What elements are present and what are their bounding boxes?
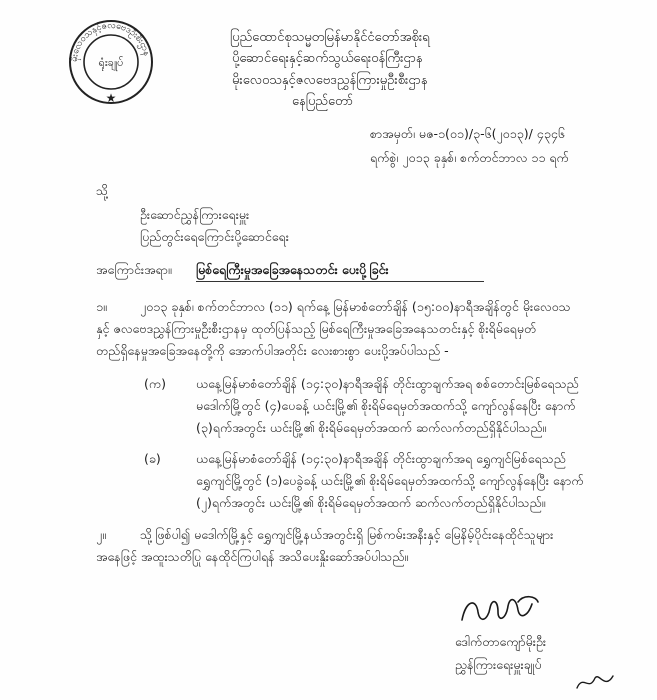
recipient-title: ဦးဆောင်ညွှန်ကြားရေးမှူး <box>140 207 250 222</box>
signature-scribble <box>458 590 542 630</box>
item-kh-line: ယနေ့မြန်မာစံတော်ချိန် (၁၄:၃၀)နာရီအချိန် တိုင်းထွာချက်အရ ရွှေကျင်မြစ်ရေသည် <box>196 451 566 466</box>
star-icon: ★ <box>105 91 117 105</box>
para1-number: ၁။ <box>96 299 107 314</box>
item-k-number: (က) <box>144 376 166 391</box>
letter-date: ရက်စွဲ၊ ၂၀၁၃ ခုနှစ်၊ စက်တင်ဘာလ ၁၁ ရက် <box>370 150 569 165</box>
to-label: သို့ <box>96 183 109 198</box>
stamp-ring-text: မိုးလေဝသနှင့်ဇလဗေဒဦးစီးဌာန <box>69 20 152 63</box>
initial-scribble <box>575 670 615 695</box>
item-k-line: ယနေ့မြန်မာစံတော်ချိန် (၁၄:၃၀)နာရီအချိန် တိုင်းထွာချက်အရ စစ်တောင်းမြစ်ရေသည် <box>196 376 579 391</box>
para1-line: နှင့် ဇလဗေဒညွှန်ကြားမှုဦးစီးဌာနမှ ထုတ်ပြန်သည့် မြစ်ရေကြီးမှုအခြေအနေသတင်းနှင့် စိုးရိမ်ရေမှတ် <box>96 321 537 336</box>
header-city: နေပြည်တော် <box>292 94 354 109</box>
header-government: ပြည်ထောင်စုသမ္မတမြန်မာနိုင်ငံတော်အစိုးရ <box>230 30 430 45</box>
signatory-title: ညွှန်ကြားရေးမှူးချုပ် <box>455 657 542 672</box>
item-k-line: (၃)ရက်အတွင်း ယင်းမြို့၏ စိုးရိမ်ရေမှတ်အထက် ဆက်လက်တည်ရှိနိုင်ပါသည်။ <box>196 420 547 435</box>
recipient-department: ပြည်တွင်းရေကြောင်းပို့ဆောင်ရေး <box>140 229 289 244</box>
para2-line: သို့ဖြစ်ပါ၍ မဒေါက်မြို့နှင့် ရွှေကျင်မြို့နယ်အတွင်းရှိ မြစ်ကမ်းအနီးနှင့် မြေနိမ့်ပိုင်းနေထိုင်သူများ <box>140 527 554 542</box>
para2-line: အနေဖြင့် အထူးသတိပြု နေထိုင်ကြပါရန် အသိပေးနှိုးဆော်အပ်ပါသည်။ <box>96 549 409 564</box>
item-kh-line: (၂)ရက်အတွင်း ယင်းမြို့၏ စိုးရိမ်ရေမှတ်အထက် ဆက်လက်တည်ရှိနိုင်ပါသည်။ <box>196 495 546 510</box>
para1-line: တည်ရှိနေမှုအခြေအနေတို့ကို အောက်ပါအတိုင်း လေးစားစွာ ပေးပို့အပ်ပါသည် - <box>96 343 449 358</box>
para2-number: ၂။ <box>96 527 106 542</box>
header-department: မိုးလေဝသနှင့်ဇလဗေဒညွှန်ကြားမှုဦးစီးဌာန <box>232 73 428 88</box>
item-kh-line: ရွှေကျင်မြို့တွင် (၁)ပေခွဲခန့် ယင်းမြို့၏ စိုးရိမ်ရေမှတ်အထက်သို့ ကျော်လွန်နေပြီး နောက် <box>196 473 584 488</box>
office-seal-stamp <box>68 2 154 122</box>
header-ministry: ပို့ဆောင်ရေးနှင့်ဆက်သွယ်ရေးဝန်ကြီးဌာန <box>232 51 423 66</box>
reference-number: စာအမှတ်၊ မဇ-၁(၀၁)/၃-၆(၂၀၁၃)/ ၄၃၄၆ <box>370 126 565 141</box>
item-k-line: မဒေါက်မြို့တွင် (၄)ပေခန့် ယင်းမြို့၏ စိုးရိမ်ရေမှတ်အထက်သို့ ကျော်လွန်နေပြီး နောက် <box>196 398 576 413</box>
signatory-name: ဒေါက်တာကျော်မိုးဦး <box>455 634 547 649</box>
item-kh-number: (ခ) <box>144 451 161 466</box>
subject-underline <box>196 281 484 282</box>
subject-label: အကြောင်းအရာ။ <box>96 262 172 277</box>
subject-text: မြစ်ရေကြီးမှုအခြေအနေသတင်း ပေးပို့ခြင်း <box>196 262 389 277</box>
stamp-center-text: ရုံးချုပ် <box>98 56 124 69</box>
para1-line: ၂၀၁၃ ခုနှစ်၊ စက်တင်ဘာလ (၁၁) ရက်နေ့ မြန်မာစံတော်ချိန် (၁၅:၀၀)နာရီအချိန်တွင် မိုးလေဝသ <box>140 299 571 314</box>
